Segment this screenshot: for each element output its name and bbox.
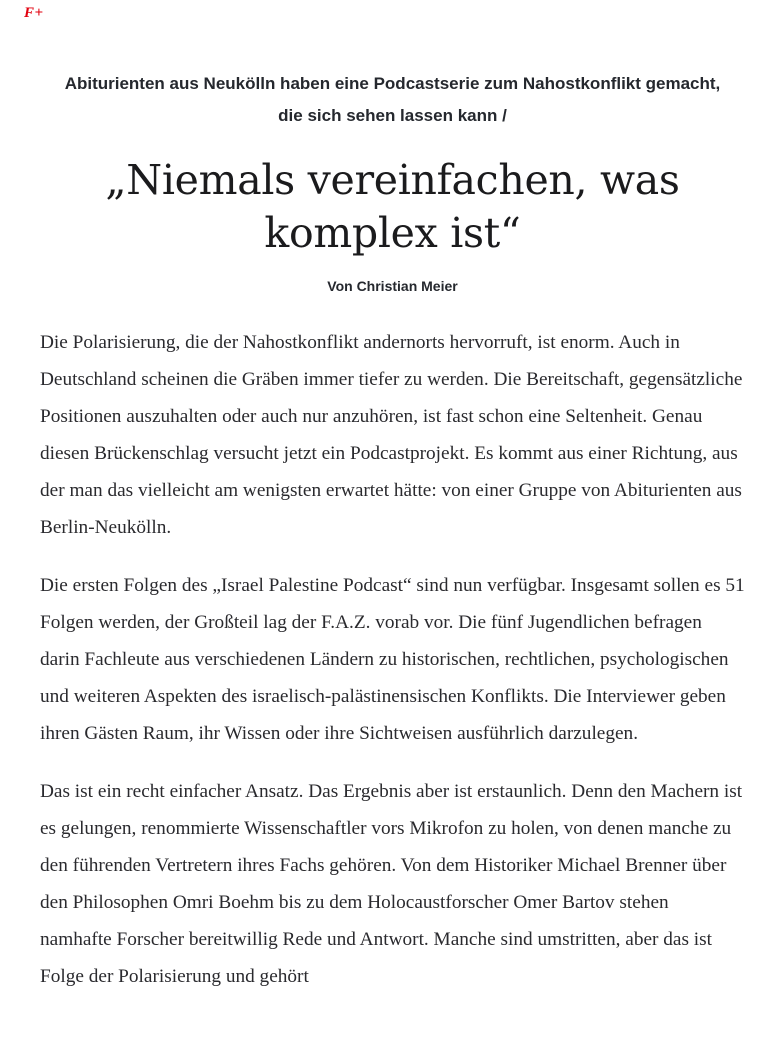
article-body: [40, 324, 745, 995]
article-byline: Von Christian Meier: [327, 278, 458, 294]
article-headline: „Niemals vereinfachen, was komplex ist“: [105, 156, 680, 257]
article-paragraph: Die Polarisierung, die der Nahostkonflikt andernorts hervorruft, ist enorm. Auch in Deutschland scheinen die Gräben immer tiefer zu werden. Die Bereitschaft, gegensätzliche Positionen auszuhalten oder auch nur anzuhören, ist fast schon eine Seltenheit. Genau diesen Brückenschlag versucht jetzt ein Podcastprojekt. Es kommt aus einer Richtung, aus der man das vielleicht am wenigsten erwartet hätte: von einer Gruppe von Abiturienten aus Berlin-Neukölln.: [40, 332, 743, 538]
faz-plus-icon: F+: [24, 5, 44, 21]
article-paragraph: Das ist ein recht einfacher Ansatz. Das Ergebnis aber ist erstaunlich. Denn den Machern ist es gelungen, renommierte Wissenschaftler vors Mikrofon zu holen, von denen manche zu den führenden Vertretern ihres Fachs gehören. Von dem Historiker Michael Brenner über den Philosophen Omri Boehm bis zu dem Holocaustforscher Omer Bartov stehen namhafte Forscher bereitwillig Rede und Antwort. Manche sind umstritten, aber das ist Folge der Polarisierung und gehört: [40, 781, 743, 987]
article-paragraph: Die ersten Folgen des „Israel Palestine Podcast“ sind nun verfügbar. Insgesamt sollen es 51 Folgen werden, der Großteil lag der F.A.Z. vorab vor. Die fünf Jugendlichen befragen darin Fachleute aus verschiedenen Ländern zu historischen, rechtlichen, psychologischen und weiteren Aspekten des israelisch-palästinensischen Konflikts. Die Interviewer geben ihren Gästen Raum, ihr Wissen oder ihre Sichtweisen ausführlich darzulegen.: [40, 575, 745, 744]
article-kicker: Abiturienten aus Neukölln haben eine Podcastserie zum Nahostkonflikt gemacht, die sich sehen lassen kann /: [64, 74, 721, 125]
